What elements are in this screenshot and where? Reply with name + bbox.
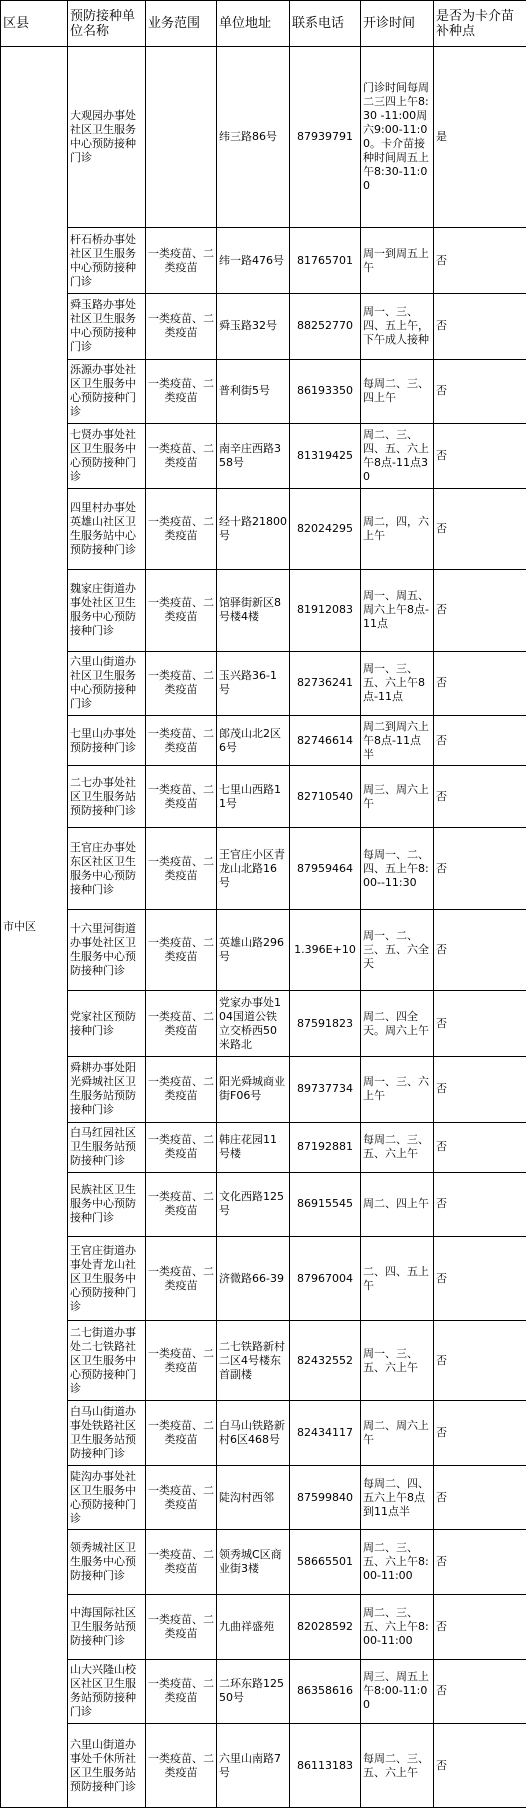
bcg-cell: 否 (434, 1724, 526, 1808)
phone-cell: 86915545 (290, 1172, 361, 1237)
address-cell: 韩庄花园11号楼 (217, 1122, 290, 1172)
address-cell: 经十路21800号 (217, 488, 290, 570)
phone-cell: 86193350 (290, 359, 361, 424)
unit-name-cell: 舜耕办事处阳光舜城社区卫生服务站预防接种门诊 (68, 1057, 146, 1123)
unit-name-cell: 七里山办事处预防接种门诊 (68, 716, 146, 766)
bcg-cell: 否 (434, 716, 526, 766)
bcg-cell: 否 (434, 1401, 526, 1466)
table-row (1, 359, 526, 424)
unit-name-cell: 中海国际社区卫生服务站预防接种门诊 (68, 1594, 146, 1659)
bcg-cell: 否 (434, 488, 526, 570)
hours-cell: 每周二、三、五、六上午 (361, 1724, 434, 1808)
phone-cell: 1.396E+10 (290, 909, 361, 991)
scope-cell: 一类疫苗、二类疫苗 (146, 228, 217, 294)
scope-cell: 一类疫苗、二类疫苗 (146, 1594, 217, 1659)
phone-cell: 86113183 (290, 1724, 361, 1808)
table-row (1, 1237, 526, 1321)
table-row (1, 1320, 526, 1400)
table-row (1, 991, 526, 1057)
address-cell: 南辛庄西路358号 (217, 424, 290, 489)
phone-cell: 82746614 (290, 716, 361, 766)
header-bcg: 是否为卡介苗补种点 (434, 1, 526, 47)
hours-cell: 周二、四全天。周六上午 (361, 991, 434, 1057)
phone-cell: 87192881 (290, 1122, 361, 1172)
address-cell: 舜玉路32号 (217, 293, 290, 359)
header-phone: 联系电话 (290, 1, 361, 47)
phone-cell: 81319425 (290, 424, 361, 489)
header-address: 单位地址 (217, 1, 290, 47)
scope-cell: 一类疫苗、二类疫苗 (146, 1465, 217, 1530)
address-cell: 白马山铁路新村6区468号 (217, 1401, 290, 1466)
scope-cell: 一类疫苗、二类疫苗 (146, 424, 217, 489)
hours-cell: 门诊时间每周二三四上午8:30 -11:00周六9:00-11:00。卡介苗接种时间周五上午8:30-11:00 (361, 47, 434, 228)
hours-cell: 周二、三、四、五、六上午8点-11点30 (361, 424, 434, 489)
table-row (1, 651, 526, 716)
district-cell: 市中区 (1, 47, 68, 1808)
phone-cell: 82434117 (290, 1401, 361, 1466)
scope-cell: 一类疫苗、二类疫苗 (146, 1237, 217, 1321)
address-cell: 二环东路12550号 (217, 1659, 290, 1724)
hours-cell: 每周二、四、五六上午8点到11点半 (361, 1465, 434, 1530)
hours-cell: 周一、三、五、六上午8点-11点 (361, 651, 434, 716)
table-row (1, 47, 526, 228)
scope-cell: 一类疫苗、二类疫苗 (146, 909, 217, 991)
phone-cell: 81912083 (290, 570, 361, 652)
header-row (1, 1, 526, 47)
unit-name-cell: 白马山街道办事处铁路社区卫生服务站预防接种门诊 (68, 1401, 146, 1466)
hours-cell: 周一、三、五、六上午 (361, 1320, 434, 1400)
scope-cell: 一类疫苗、二类疫苗 (146, 1724, 217, 1808)
table-row (1, 1659, 526, 1724)
table-row (1, 228, 526, 294)
unit-name-cell: 四里村办事处英雄山社区卫生服务站中心预防接种门诊 (68, 488, 146, 570)
unit-name-cell: 王官庄街道办事处青龙山社区卫生服务中心预防接种门诊 (68, 1237, 146, 1321)
unit-name-cell: 大观园办事处社区卫生服务中心预防接种门诊 (68, 47, 146, 228)
unit-name-cell: 二七办事处社区卫生服务站预防接种门诊 (68, 766, 146, 828)
hours-cell: 周三、周五上午8:00-11:00 (361, 1659, 434, 1724)
unit-name-cell: 白马红园社区卫生服务站预防接种门诊 (68, 1122, 146, 1172)
bcg-cell: 否 (434, 1530, 526, 1595)
header-scope: 业务范围 (146, 1, 217, 47)
table-row (1, 1057, 526, 1123)
address-cell: 文化西路125号 (217, 1172, 290, 1237)
phone-cell: 87591823 (290, 991, 361, 1057)
address-cell: 郎茂山北2区6号 (217, 716, 290, 766)
table-row (1, 1530, 526, 1595)
bcg-cell: 否 (434, 991, 526, 1057)
phone-cell: 58665501 (290, 1530, 361, 1595)
bcg-cell: 否 (434, 1594, 526, 1659)
address-cell: 纬一路476号 (217, 228, 290, 294)
hours-cell: 周一、三、四、五上午，下午成人接种 (361, 293, 434, 359)
scope-cell: 一类疫苗、二类疫苗 (146, 1122, 217, 1172)
hours-cell: 周二、周六上午 (361, 1401, 434, 1466)
bcg-cell: 否 (434, 1122, 526, 1172)
bcg-cell: 否 (434, 1465, 526, 1530)
unit-name-cell: 山大兴隆山校区社区卫生服务站预防接种门诊 (68, 1659, 146, 1724)
unit-name-cell: 六里山街道办社区卫生服务中心预防接种门诊 (68, 651, 146, 716)
unit-name-cell: 六里山街道办事处千休所社区卫生服务站预防接种门诊 (68, 1724, 146, 1808)
hours-cell: 二、四、五上午 (361, 1237, 434, 1321)
bcg-cell: 否 (434, 909, 526, 991)
phone-cell: 87967004 (290, 1237, 361, 1321)
scope-cell: 一类疫苗、二类疫苗 (146, 766, 217, 828)
table-row (1, 488, 526, 570)
table-row (1, 716, 526, 766)
table-row (1, 766, 526, 828)
unit-name-cell: 魏家庄街道办事处社区卫生服务中心预防接种门诊 (68, 570, 146, 652)
address-cell: 六里山南路7号 (217, 1724, 290, 1808)
bcg-cell: 否 (434, 1659, 526, 1724)
bcg-cell: 否 (434, 1057, 526, 1123)
hours-cell: 周一、三、六上午 (361, 1057, 434, 1123)
address-cell: 阳光舜城商业街F06号 (217, 1057, 290, 1123)
table-row (1, 424, 526, 489)
scope-cell: 一类疫苗、二类疫苗 (146, 828, 217, 910)
scope-cell (146, 47, 217, 228)
scope-cell: 一类疫苗、二类疫苗 (146, 1530, 217, 1595)
scope-cell: 一类疫苗、二类疫苗 (146, 1172, 217, 1237)
unit-name-cell: 民族社区卫生服务中心预防接种门诊 (68, 1172, 146, 1237)
scope-cell: 一类疫苗、二类疫苗 (146, 651, 217, 716)
address-cell: 陡沟村西邻 (217, 1465, 290, 1530)
bcg-cell: 否 (434, 570, 526, 652)
address-cell: 二七铁路新村二区4号楼东首副楼 (217, 1320, 290, 1400)
table-row (1, 828, 526, 910)
scope-cell: 一类疫苗、二类疫苗 (146, 716, 217, 766)
hours-cell: 周二到周六上午8点-11点半 (361, 716, 434, 766)
address-cell: 纬三路86号 (217, 47, 290, 228)
hours-cell: 周二、四上午 (361, 1172, 434, 1237)
unit-name-cell: 七贤办事处社区卫生服务中心预防接种门诊 (68, 424, 146, 489)
table-row (1, 1172, 526, 1237)
hours-cell: 周三、周六上午 (361, 766, 434, 828)
bcg-cell: 否 (434, 228, 526, 294)
phone-cell: 82024295 (290, 488, 361, 570)
hours-cell: 周二、三、五、六上午8:00-11:00 (361, 1530, 434, 1595)
unit-name-cell: 王官庄办事处东区社区卫生服务中心预防接种门诊 (68, 828, 146, 910)
bcg-cell: 否 (434, 651, 526, 716)
hours-cell: 周二、三、五、六上午8:00-11:00 (361, 1594, 434, 1659)
phone-cell: 87959464 (290, 828, 361, 910)
address-cell: 九曲祥盛苑 (217, 1594, 290, 1659)
header-hours: 开诊时间 (361, 1, 434, 47)
table-row (1, 1401, 526, 1466)
address-cell: 领秀城C区商业街3楼 (217, 1530, 290, 1595)
address-cell: 王官庄小区青龙山北路16号 (217, 828, 290, 910)
unit-name-cell: 二七街道办事处二七铁路社区卫生服务中心预防接种门诊 (68, 1320, 146, 1400)
hours-cell: 每周一、二、四、五上午8:00--11:30 (361, 828, 434, 910)
scope-cell: 一类疫苗、二类疫苗 (146, 293, 217, 359)
scope-cell: 一类疫苗、二类疫苗 (146, 488, 217, 570)
hours-cell: 周一、二、三、五、六全天 (361, 909, 434, 991)
bcg-cell: 是 (434, 47, 526, 228)
hours-cell: 周一到周五上午 (361, 228, 434, 294)
address-cell: 普利街5号 (217, 359, 290, 424)
hours-cell: 周二，四，六上午 (361, 488, 434, 570)
table-row (1, 1594, 526, 1659)
table-row (1, 1465, 526, 1530)
unit-name-cell: 陡沟办事处社区卫生服务中心预防接种门诊 (68, 1465, 146, 1530)
scope-cell: 一类疫苗、二类疫苗 (146, 570, 217, 652)
bcg-cell: 否 (434, 1172, 526, 1237)
phone-cell: 82432552 (290, 1320, 361, 1400)
address-cell: 七里山西路11号 (217, 766, 290, 828)
phone-cell: 87599840 (290, 1465, 361, 1530)
bcg-cell: 否 (434, 1237, 526, 1321)
unit-name-cell: 党家社区预防接种门诊 (68, 991, 146, 1057)
address-cell: 玉兴路36-1号 (217, 651, 290, 716)
hours-cell: 周一、周五、周六上午8点-11点 (361, 570, 434, 652)
unit-name-cell: 十六里河街道办事处社区卫生服务中心预防接种门诊 (68, 909, 146, 991)
phone-cell: 86358616 (290, 1659, 361, 1724)
bcg-cell: 否 (434, 359, 526, 424)
phone-cell: 88252770 (290, 293, 361, 359)
table-row (1, 293, 526, 359)
unit-name-cell: 泺源办事处社区卫生服务中心预防接种门诊 (68, 359, 146, 424)
address-cell: 英雄山路296号 (217, 909, 290, 991)
scope-cell: 一类疫苗、二类疫苗 (146, 359, 217, 424)
address-cell: 党家办事处104国道公铁立交桥西50米路北 (217, 991, 290, 1057)
bcg-cell: 否 (434, 766, 526, 828)
table-row (1, 909, 526, 991)
phone-cell: 87939791 (290, 47, 361, 228)
unit-name-cell: 杆石桥办事处社区卫生服务中心预防接种门诊 (68, 228, 146, 294)
table-row (1, 1122, 526, 1172)
scope-cell: 一类疫苗、二类疫苗 (146, 991, 217, 1057)
address-cell: 济微路66-39 (217, 1237, 290, 1321)
scope-cell: 一类疫苗、二类疫苗 (146, 1401, 217, 1466)
hours-cell: 每周二、三、五、六上午 (361, 1122, 434, 1172)
table-row (1, 570, 526, 652)
phone-cell: 89737734 (290, 1057, 361, 1123)
phone-cell: 82736241 (290, 651, 361, 716)
header-district: 区县 (1, 1, 68, 47)
phone-cell: 81765701 (290, 228, 361, 294)
bcg-cell: 否 (434, 828, 526, 910)
scope-cell: 一类疫苗、二类疫苗 (146, 1057, 217, 1123)
header-unit-name: 预防接种单位名称 (68, 1, 146, 47)
hours-cell: 每周二、三、四上午 (361, 359, 434, 424)
unit-name-cell: 舜玉路办事处社区卫生服务中心预防接种门诊 (68, 293, 146, 359)
scope-cell: 一类疫苗、二类疫苗 (146, 1320, 217, 1400)
scope-cell: 一类疫苗、二类疫苗 (146, 1659, 217, 1724)
address-cell: 馆驿街新区8号楼4楼 (217, 570, 290, 652)
table-row (1, 1724, 526, 1808)
bcg-cell: 否 (434, 1320, 526, 1400)
phone-cell: 82028592 (290, 1594, 361, 1659)
phone-cell: 82710540 (290, 766, 361, 828)
bcg-cell: 否 (434, 293, 526, 359)
unit-name-cell: 领秀城社区卫生服务中心预防接种门诊 (68, 1530, 146, 1595)
bcg-cell: 否 (434, 424, 526, 489)
